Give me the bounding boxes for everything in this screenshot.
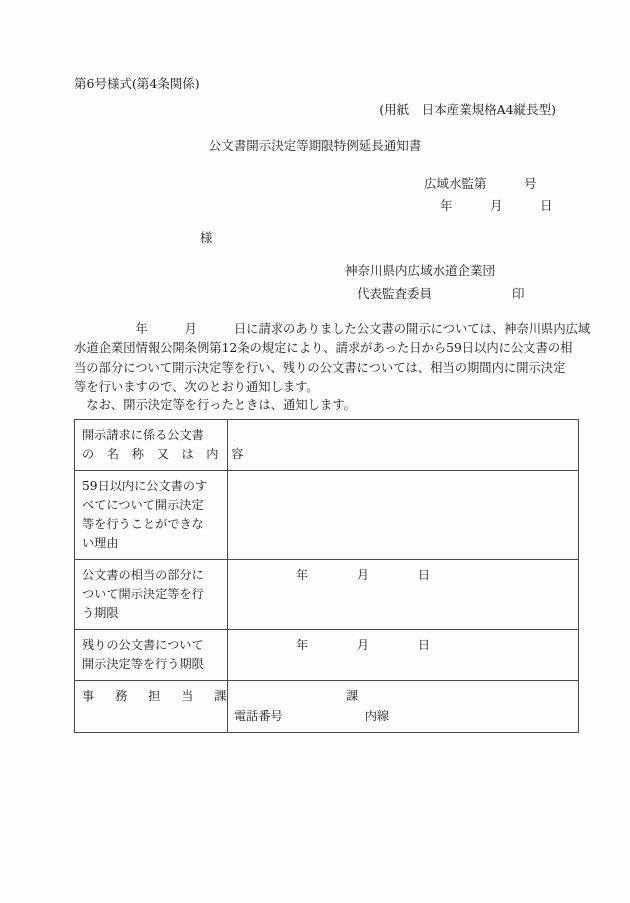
- table-row: [75, 471, 579, 560]
- label-line: 等を行うことができな: [82, 517, 204, 531]
- row-value-contact-section[interactable]: [228, 681, 579, 733]
- document-number: 広域水監第 号: [424, 176, 537, 191]
- label-line: う期限: [82, 606, 119, 620]
- label-line: 59日以内に公文書のす: [82, 479, 208, 493]
- page-title: 公文書開示決定等期限特例延長通知書: [208, 138, 422, 153]
- label-line: 事 務 担 当 課: [82, 689, 235, 703]
- body-line: 水道企業団情報公開条例第12条の規定により、請求があった日から59日以内に公文書の相: [74, 341, 573, 356]
- row-value-reason[interactable]: [228, 471, 579, 560]
- label-line: の 名 称 又 は 内 容: [82, 447, 248, 461]
- table-row: [75, 420, 579, 471]
- form-number: 第6号様式(第4条関係): [74, 76, 200, 91]
- row-value-remaining-deadline[interactable]: [228, 630, 579, 681]
- table-row: [75, 630, 579, 681]
- document-date: 年 月 日: [440, 198, 553, 213]
- contact-phone-row: [234, 707, 572, 726]
- paper-specification: (用紙 日本産業規格A4縦長型): [379, 102, 556, 117]
- row-label-partial-deadline: [75, 560, 228, 630]
- body-note: なお、開示決定等を行ったときは、通知します。: [74, 398, 356, 412]
- issuer-title: 代表監査委員: [357, 286, 433, 301]
- label-line: 開示決定等を行う期限: [82, 657, 204, 671]
- row-label-reason: [75, 471, 228, 560]
- body-line: 等を行いますので、次のとおり通知します。: [74, 380, 319, 395]
- notification-form-table: [74, 419, 579, 733]
- table-row: [75, 560, 579, 630]
- seal-mark: 印: [512, 286, 525, 301]
- label-line: 開示請求に係る公文書: [82, 428, 204, 442]
- date-placeholder: 年 月 日: [296, 568, 431, 582]
- table-row: [75, 681, 579, 733]
- extension-label: 内線: [364, 709, 390, 723]
- addressee: 様: [200, 230, 213, 245]
- body-paragraph: [74, 320, 591, 398]
- date-placeholder: 年 月 日: [296, 638, 431, 652]
- issuer-organization: 神奈川県内広域水道企業団: [345, 263, 496, 278]
- label-line: 公文書の相当の部分に: [82, 568, 204, 582]
- row-label-document-name: [75, 420, 248, 471]
- label-line: べてについて開示決定: [82, 498, 204, 512]
- label-line: い理由: [82, 536, 119, 550]
- row-label-remaining-deadline: [75, 630, 228, 681]
- label-line: ついて開示決定等を行: [82, 587, 204, 601]
- body-line: 当の部分について開示決定等を行い、残りの公文書については、相当の期間内に開示決定: [74, 360, 566, 375]
- row-value-document-name[interactable]: [228, 420, 579, 471]
- label-line: 残りの公文書について: [82, 638, 204, 652]
- label-wrap: [82, 687, 235, 706]
- phone-label: 電話番号: [234, 709, 283, 723]
- body-line: 年 月 日に請求のありました公文書の開示については、神奈川県内広域: [74, 322, 591, 336]
- row-label-contact-section: [75, 681, 235, 733]
- contact-department-label: 課: [346, 689, 359, 703]
- row-value-partial-deadline[interactable]: [228, 560, 579, 630]
